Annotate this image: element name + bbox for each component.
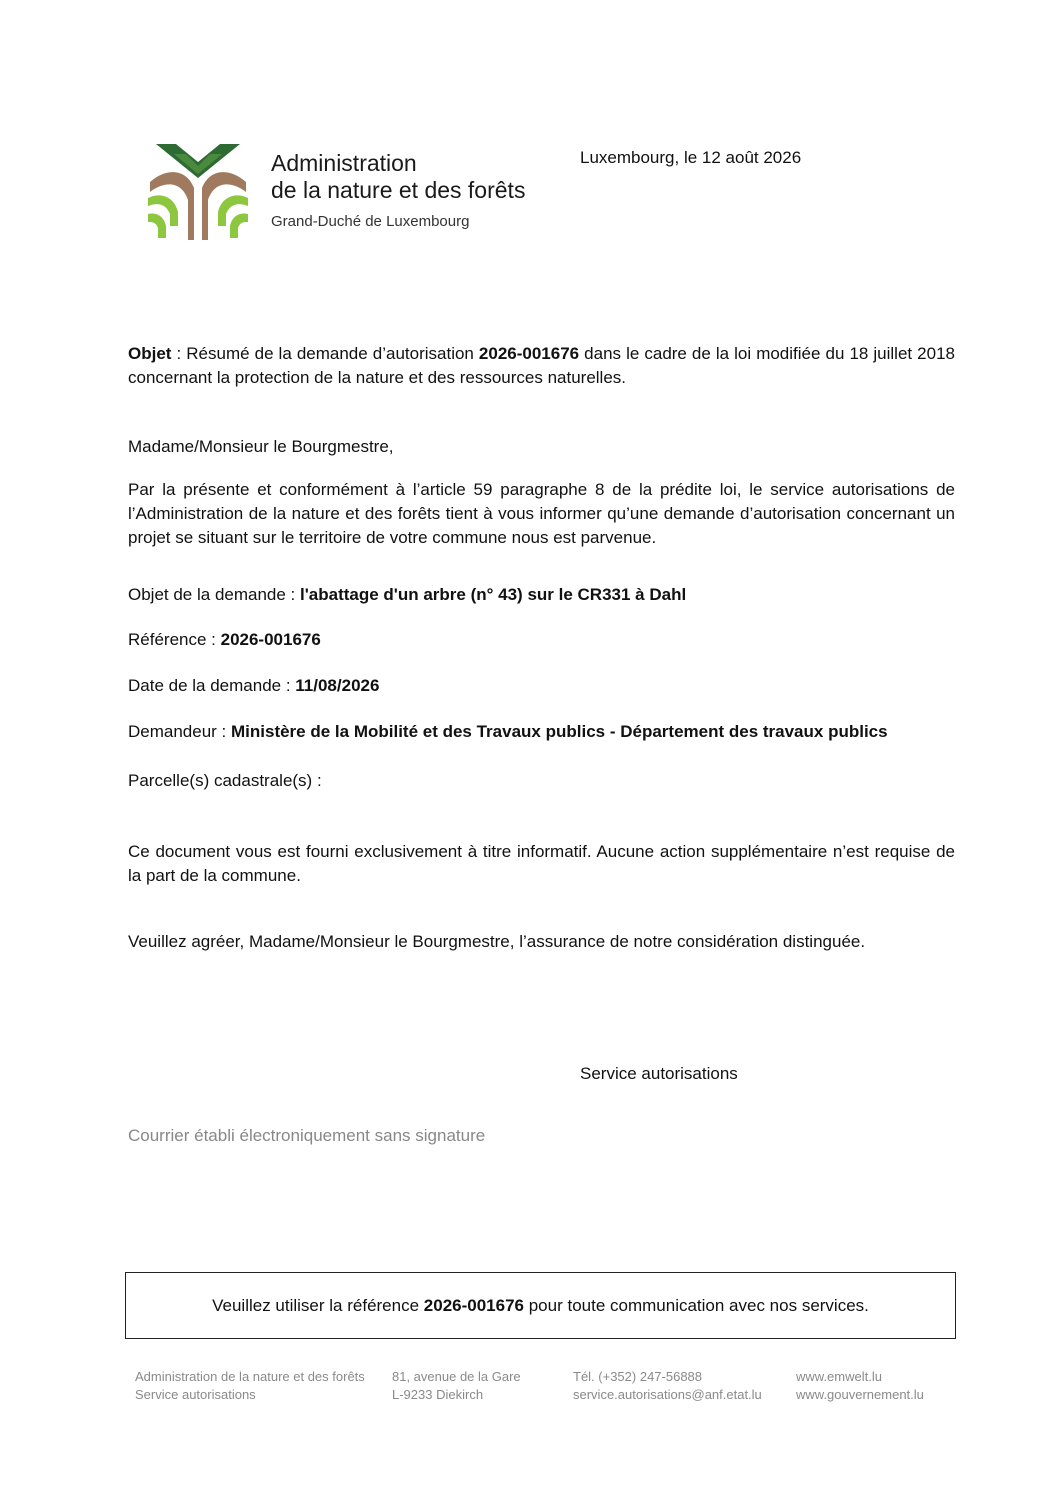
detail-objet (128, 583, 955, 607)
detail-demandeur-label: Demandeur : (128, 722, 231, 741)
detail-objet-value: l'abattage d'un arbre (n° 43) sur le CR331 à Dahl (300, 585, 687, 604)
detail-reference-label: Référence : (128, 630, 221, 649)
letter-date: Luxembourg, le 12 août 2026 (580, 148, 802, 167)
detail-demandeur (128, 720, 955, 744)
intro-paragraph: Par la présente et conformément à l’article 59 paragraphe 8 de la prédite loi, le service autorisations de l’Administration de la nature et des forêts tient à vous informer qu’une demande d’autorisation concernant un projet se situant sur le territoire de votre commune nous est parvenue. (128, 480, 955, 547)
org-subtitle: Grand-Duché de Luxembourg (271, 213, 470, 230)
detail-reference (128, 628, 955, 652)
footer-street: 81, avenue de la Gare (392, 1369, 521, 1384)
reference-box-text-a: Veuillez utiliser la référence (212, 1295, 424, 1315)
subject-ref: 2026-001676 (478, 344, 580, 363)
subject-sep: : (171, 344, 187, 363)
reference-box-text (212, 1296, 869, 1316)
footer-col-contact (573, 1368, 762, 1404)
detail-demandeur-value: Ministère de la Mobilité et des Travaux publics - Département des travaux publics (231, 722, 888, 741)
footer-email-link[interactable]: service.autorisations@anf.etat.lu (573, 1387, 762, 1402)
org-name-line1: Administration (271, 150, 417, 176)
detail-date (128, 674, 955, 698)
reference-box-ref: 2026-001676 (423, 1295, 524, 1315)
footer-city: L-9233 Diekirch (392, 1387, 484, 1402)
subject-label: Objet (128, 344, 172, 363)
electronic-note: Courrier établi électroniquement sans signature (128, 1126, 486, 1145)
footer-web-link-emwelt[interactable]: www.emwelt.lu (796, 1369, 882, 1384)
detail-date-label: Date de la demande : (128, 676, 296, 695)
tree-logo-icon (146, 140, 250, 244)
detail-objet-label: Objet de la demande : (128, 585, 301, 604)
subject-text-b: dans le cadre de la loi modifiée du 18 juillet 2018 concernant la protection de la nature et des ressources naturelles. (128, 344, 955, 387)
detail-date-value: 11/08/2026 (295, 676, 380, 695)
footer-col-org (135, 1368, 365, 1404)
salutation: Madame/Monsieur le Bourgmestre, (128, 437, 394, 456)
reference-box (125, 1272, 956, 1339)
footer-org-name: Administration de la nature et des forêts (135, 1369, 365, 1384)
signature: Service autorisations (580, 1064, 738, 1083)
detail-reference-value: 2026-001676 (220, 630, 321, 649)
footer-col-address (392, 1368, 521, 1404)
detail-parcelles: Parcelle(s) cadastrale(s) : (128, 771, 322, 790)
org-name (271, 150, 525, 204)
reference-box-text-b: pour toute communication avec nos services. (524, 1295, 869, 1315)
footer-col-web (796, 1368, 924, 1404)
footer-web-link-gouvernement[interactable]: www.gouvernement.lu (796, 1387, 924, 1402)
org-name-line2: de la nature et des forêts (271, 177, 526, 203)
footer-service: Service autorisations (135, 1387, 256, 1402)
footer-phone: Tél. (+352) 247-56888 (573, 1369, 703, 1384)
subject-paragraph (128, 342, 955, 390)
closing-paragraph: Veuillez agréer, Madame/Monsieur le Bourgmestre, l’assurance de notre considération distinguée. (128, 932, 866, 951)
info-paragraph: Ce document vous est fourni exclusivement à titre informatif. Aucune action supplémentaire n’est requise de la part de la commune. (128, 842, 955, 885)
subject-text-a: Résumé de la demande d’autorisation (186, 344, 479, 363)
